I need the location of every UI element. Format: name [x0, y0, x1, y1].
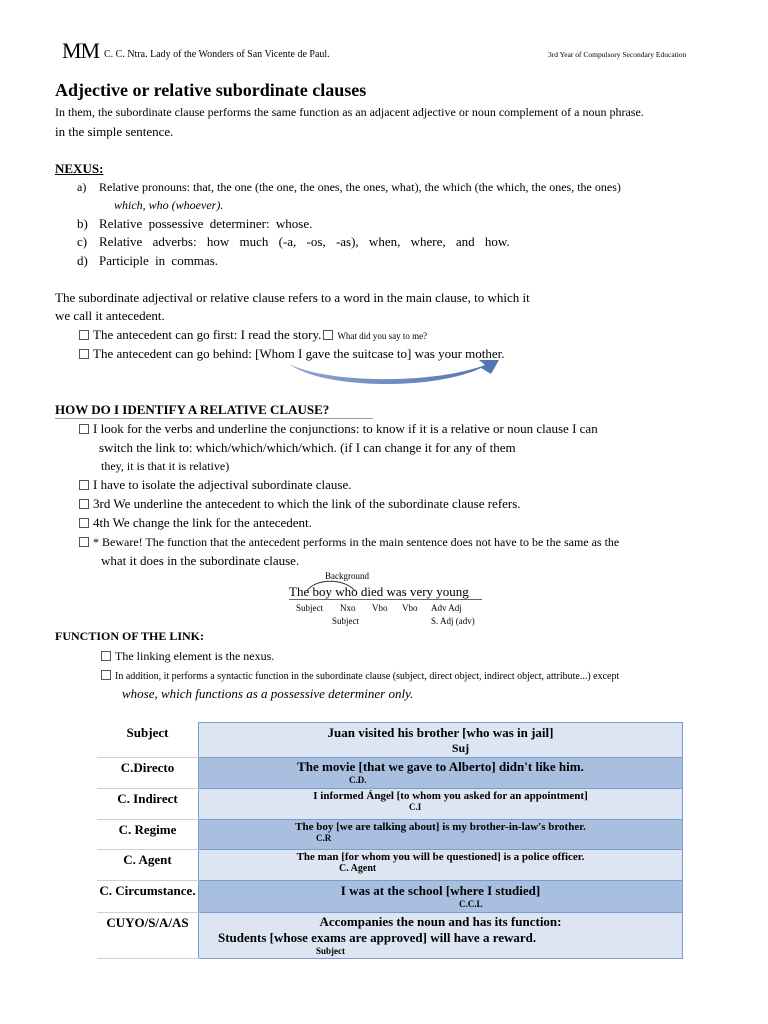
table-row: [97, 789, 683, 820]
checkbox-bullet-icon: [79, 424, 89, 434]
example-sub-adj: S. Adj (adv): [431, 616, 475, 626]
antecedent-line-1: The subordinate adjectival or relative clause refers to a word in the main clause, to which it: [55, 290, 530, 305]
example-label-nxo: Nxo: [340, 603, 356, 613]
row-example-text: I was at the school [where I studied]: [340, 883, 541, 898]
row-example-sub: Suj: [451, 741, 470, 755]
link-heading: FUNCTION OF THE LINK:: [55, 629, 205, 643]
logo: MM: [62, 38, 100, 63]
nexus-heading: NEXUS:: [55, 161, 104, 176]
checkbox-bullet-icon: [323, 330, 333, 340]
table-row: [97, 723, 683, 758]
row-example: [199, 881, 683, 913]
row-label: C. Circumstance.: [97, 881, 199, 913]
nexus-item-b: Relative possessive determiner: whose.: [99, 216, 313, 231]
example-background-label: Background: [325, 571, 369, 581]
identify-bullet-4-text: 4th We change the link for the antecedent.: [93, 515, 312, 530]
checkbox-bullet-icon: [79, 480, 89, 490]
row-example-text: Juan visited his brother [who was in jail]: [327, 725, 554, 740]
table-row: [97, 913, 683, 959]
identify-bullet-5-line-2: what it does in the subordinate clause.: [101, 553, 300, 568]
checkbox-bullet-icon: [101, 651, 111, 661]
table-row: [97, 850, 683, 881]
nexus-marker-a: a): [77, 180, 87, 194]
checkbox-bullet-icon: [79, 537, 89, 547]
example-sentence-underline: [289, 599, 482, 600]
identify-bullet-5-text: * Beware! The function that the antecedent performs in the main sentence does not have to be the same as the: [93, 535, 620, 549]
link-bullet-2: [101, 670, 619, 682]
row-example-sub: C.D.: [349, 775, 367, 785]
checkbox-bullet-icon: [79, 330, 89, 340]
row-example-sub: C.I: [409, 802, 422, 812]
row-example-sub: Subject: [316, 946, 345, 956]
example-label-adv-adj: Adv Adj: [431, 603, 462, 613]
row-label: C. Indirect: [97, 789, 199, 820]
row-label: C. Agent: [97, 850, 199, 881]
nexus-item-d: Participle in commas.: [99, 253, 219, 268]
row-example-sub: C.C.L: [459, 899, 483, 909]
example-label-vbo-2: Vbo: [402, 603, 418, 613]
checkbox-bullet-icon: [79, 349, 89, 359]
nexus-item-c: Relative adverbs: how much (-a, -os, -as), when, where, and how.: [99, 234, 510, 249]
intro-line-1: In them, the subordinate clause performs the same function as an adjacent adjective or noun complement of a noun phrase.: [55, 105, 644, 119]
checkbox-bullet-icon: [79, 499, 89, 509]
arc-arrow-icon: [285, 356, 505, 392]
table-row: [97, 820, 683, 850]
nexus-item-a: Relative pronouns: that, the one (the one, the ones, the ones, what), the which (the which, the ones, the ones): [99, 180, 621, 194]
row-label: CUYO/S/A/AS: [97, 913, 199, 959]
identify-bullet-1-line-2: switch the link to: which/which/which/which. (if I can change it for any of them: [99, 440, 516, 455]
identify-bullet-1: [79, 421, 598, 437]
row-example-text: The boy [we are talking about] is my brother-in-law's brother.: [295, 821, 586, 833]
row-example-sub: C.R: [316, 833, 332, 843]
row-example: [199, 789, 683, 820]
antecedent-line-2: we call it antecedent.: [55, 308, 165, 323]
identify-bullet-5: [79, 535, 619, 550]
identify-bullet-1-line-3: they, it is that it is relative): [101, 459, 230, 473]
identify-bullet-4: [79, 515, 312, 531]
row-example-text: Accompanies the noun and has its function:: [319, 914, 562, 929]
identify-bullet-2: [79, 477, 351, 493]
identify-bullet-1-text: I look for the verbs and underline the conjunctions: to know if it is a relative or noun clause I can: [93, 421, 598, 436]
checkbox-bullet-icon: [79, 518, 89, 528]
link-bullet-2-text: In addition, it performs a syntactic function in the subordinate clause (subject, direct object, indirect object, attribute...) except: [115, 671, 620, 682]
row-example-text: I informed Ángel [to whom you asked for an appointment]: [313, 790, 588, 802]
row-example: [199, 850, 683, 881]
nexus-item-a-cont: which, who (whoever).: [114, 198, 224, 212]
antecedent-behind-text: The antecedent can go behind: [Whom I gave the suitcase to] was your mother.: [93, 346, 505, 361]
identify-heading: HOW DO I IDENTIFY A RELATIVE CLAUSE?: [55, 402, 373, 419]
table-row: [97, 881, 683, 913]
row-example: [199, 758, 683, 789]
nexus-marker-c: c): [77, 234, 88, 249]
function-table: [97, 722, 683, 959]
link-bullet-2-cont: whose, which functions as a possessive determiner only.: [122, 686, 414, 701]
row-example-text: The movie [that we gave to Alberto] didn't like him.: [297, 759, 584, 774]
school-name: C. C. Ntra. Lady of the Wonders of San Vicente de Paul.: [104, 49, 330, 60]
example-label-subject: Subject: [296, 603, 323, 613]
link-bullet-1-text: The linking element is the nexus.: [115, 649, 275, 663]
row-label: C.Directo: [97, 758, 199, 789]
row-label: C. Regime: [97, 820, 199, 850]
antecedent-first-small: What did you say to me?: [337, 331, 428, 341]
nexus-marker-d: d): [77, 253, 88, 268]
example-sentence: The boy who died was very young: [289, 584, 469, 599]
intro-line-2: in the simple sentence.: [55, 124, 174, 139]
course-year: 3rd Year of Compulsory Secondary Education: [548, 50, 687, 59]
antecedent-first: [79, 327, 427, 343]
row-example-text-2: Students [whose exams are approved] will have a reward.: [218, 930, 537, 945]
row-example-sub: C. Agent: [339, 863, 377, 874]
row-example: [199, 820, 683, 850]
row-example: [199, 723, 683, 758]
link-bullet-1: [101, 649, 274, 664]
identify-bullet-3-text: 3rd We underline the antecedent to which the link of the subordinate clause refers.: [93, 496, 521, 511]
page-title: Adjective or relative subordinate clauses: [55, 80, 367, 100]
row-example-text: The man [for whom you will be questioned] is a police officer.: [296, 851, 585, 863]
nexus-marker-b: b): [77, 216, 88, 231]
example-label-vbo-1: Vbo: [372, 603, 388, 613]
example-sub-subject: Subject: [332, 616, 359, 626]
row-label: Subject: [97, 723, 199, 758]
identify-bullet-2-text: I have to isolate the adjectival subordinate clause.: [93, 477, 352, 492]
row-example: [199, 913, 683, 959]
table-row: [97, 758, 683, 789]
antecedent-first-text: The antecedent can go first: I read the story.: [93, 327, 322, 342]
checkbox-bullet-icon: [101, 670, 111, 680]
identify-bullet-3: [79, 496, 521, 512]
